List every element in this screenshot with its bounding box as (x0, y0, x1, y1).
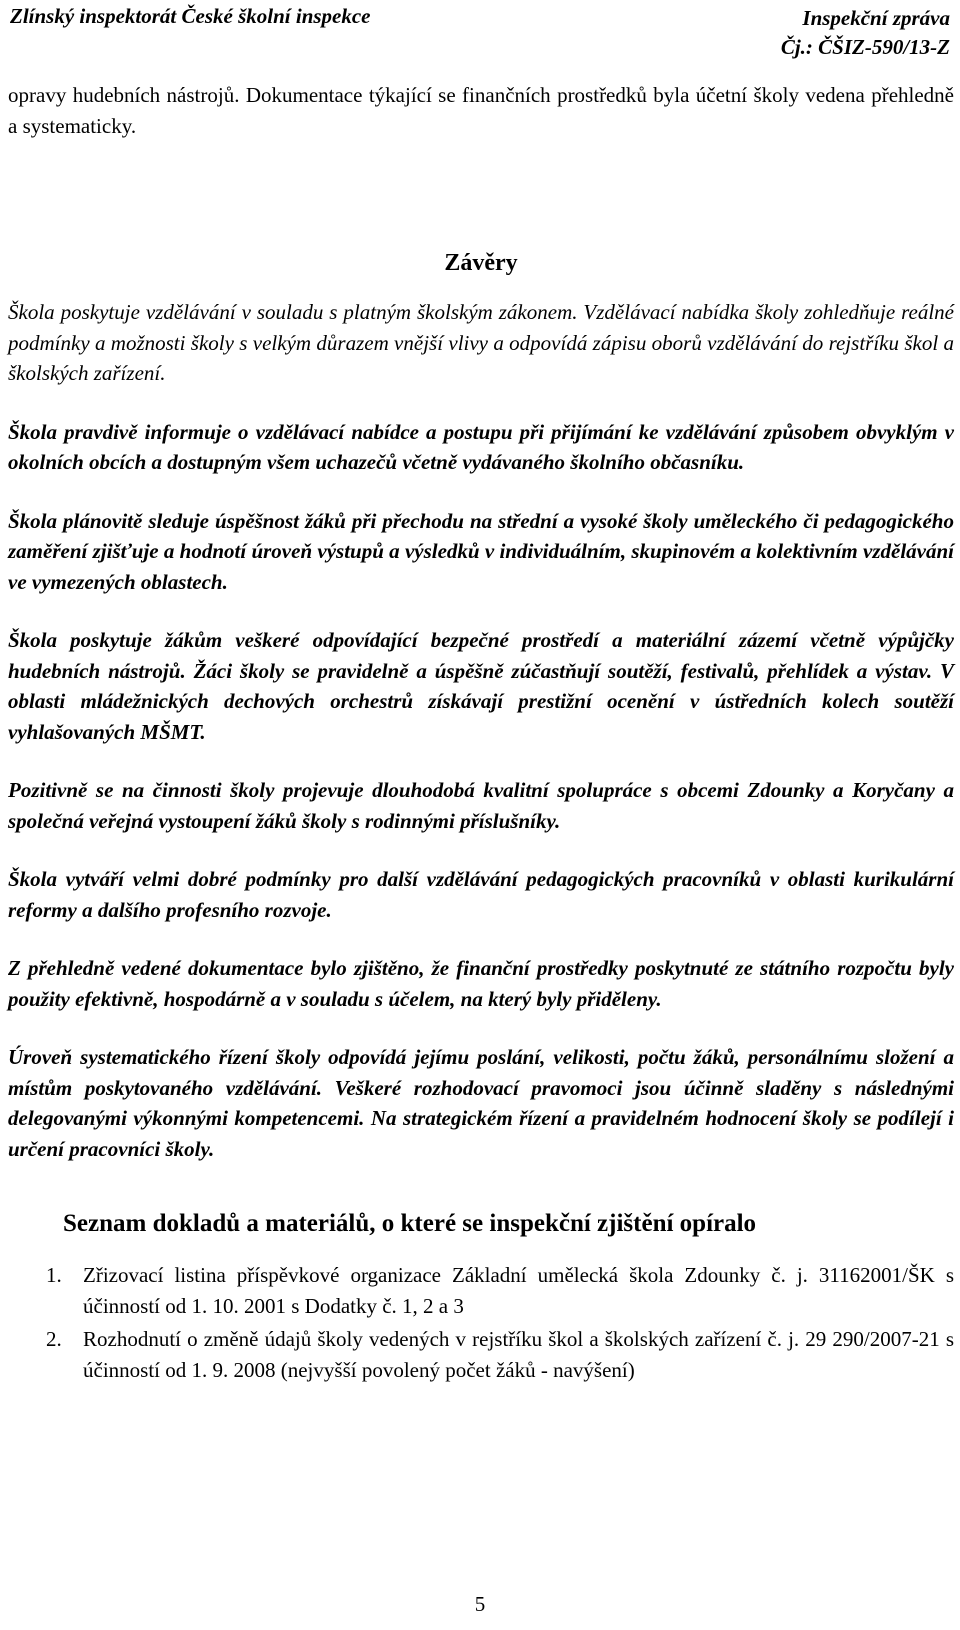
list-item (8, 1324, 954, 1385)
conclusions-heading: Závěry (444, 250, 518, 276)
page-number: 5 (474, 1592, 486, 1616)
document-body (8, 80, 954, 1388)
list-item-text: Zřizovací listina příspěvkové organizace Základní umělecká škola Zdounky č. j. 31162001/ŠK s účinností od 1. 10. 2001 s Dodatky č. 1, 2 a 3 (83, 1263, 954, 1318)
conclusion-paragraph-3: Škola plánovitě sleduje úspěšnost žáků při přechodu na střední a vysoké školy uměleckého či pedagogického zaměření zjišťuje a hodnotí úroveň výstupů a výsledků v individuálním, skupinovém a kolektivním vzdělávání ve vymezených oblastech. (8, 508, 954, 594)
conclusion-paragraph-8: Úroveň systematického řízení školy odpovídá jejímu poslání, velikosti, počtu žáků, personálnímu složení a místům poskytovaného vzdělávání. Veškeré rozhodovací pravomoci jsou účinně sladěny s následnými delegovanými výkonnými kompetencemi. Na strategickém řízení a pravidelném hodnocení školy se podílejí i určení pracovníci školy. (8, 1045, 954, 1161)
intro-paragraph: opravy hudebních nástrojů. Dokumentace týkající se finančních prostředků byla účetní školy vedena přehledně a systematicky. (8, 83, 954, 138)
header-report-info (781, 4, 950, 62)
conclusion-paragraph-5: Pozitivně se na činnosti školy projevuje dlouhodobá kvalitní spolupráce s obcemi Zdounky a Koryčany a společná veřejná vystoupení žáků školy s rodinnými příslušníky. (8, 778, 954, 833)
conclusion-paragraph-7: Z přehledně vedené dokumentace bylo zjištěno, že finanční prostředky poskytnuté ze státního rozpočtu byly použity efektivně, hospodárně a v souladu s účelem, na který byly přiděleny. (8, 956, 954, 1011)
sources-list (8, 1260, 954, 1385)
list-item-number: 1. (46, 1263, 62, 1287)
conclusion-paragraph-2: Škola pravdivě informuje o vzdělávací nabídce a postupu při přijímání ke vzdělávání způsobem obvyklým v okolních obcích a dostupným všem uchazečů včetně vydávaného školního občasníku. (8, 419, 954, 474)
conclusion-paragraph-6: Škola vytváří velmi dobré podmínky pro další vzdělávání pedagogických pracovníků v oblasti kurikulární reformy a dalšího profesního rozvoje. (8, 867, 954, 922)
list-item-text: Rozhodnutí o změně údajů školy vedených v rejstříku škol a školských zařízení č. j. 29 290/2007-21 s účinností od 1. 9. 2008 (nejvyšší povolený počet žáků - navýšení) (83, 1327, 954, 1382)
header-reference-number: Čj.: ČŠIZ-590/13-Z (780, 35, 950, 59)
page-header (10, 4, 950, 58)
conclusion-paragraph-1: Škola poskytuje vzdělávání v souladu s platným školským zákonem. Vzdělávací nabídka školy zohledňuje reálné podmínky a možnosti školy s velkým důrazem vnější vlivy a odpovídá zápisu oborů vzdělávání do rejstříku škol a školských zařízení. (8, 300, 954, 385)
conclusions-section (8, 297, 954, 1164)
conclusion-paragraph-4: Škola poskytuje žákům veškeré odpovídající bezpečné prostředí a materiální zázemí včetně výpůjčky hudebních nástrojů. Žáci školy se pravidelně a úspěšně zúčastňují soutěží, festivalů, přehlídek a výstav. V oblasti mládežnických dechových orchestrů získávají prestižní ocenění v ústředních kolech soutěží vyhlašovaných MŠMT. (8, 628, 954, 744)
sources-heading: Seznam dokladů a materiálů, o které se inspekční zjištění opíralo (63, 1210, 757, 1237)
list-item (8, 1260, 954, 1321)
list-item-number: 2. (46, 1327, 62, 1351)
header-inspectorate: Zlínský inspektorát České školní inspekce (10, 4, 371, 28)
header-report-title: Inspekční zpráva (802, 6, 950, 30)
